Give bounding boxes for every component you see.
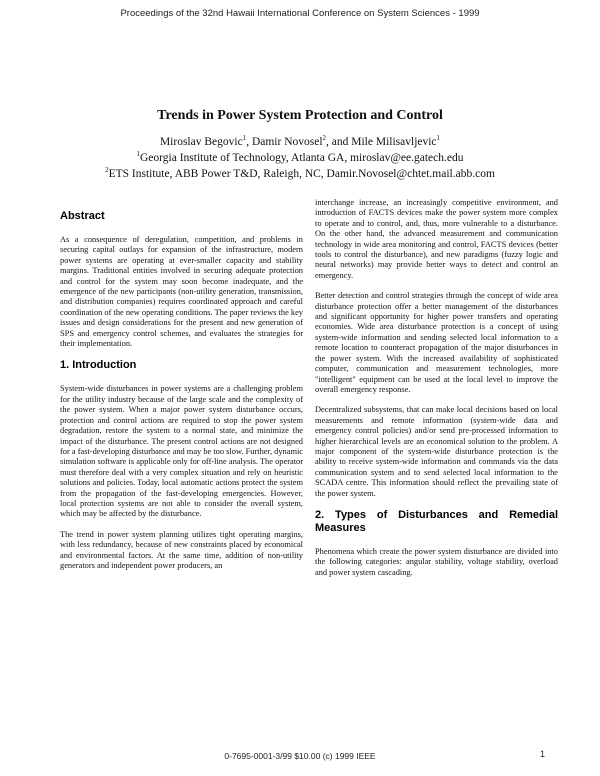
affiliation-mark: 2 [105,166,109,175]
affiliation-text: ETS Institute, ABB Power T&D, Raleigh, NC, Damir.Novosel@chtet.mail.abb.com [108,168,495,180]
introduction-heading: 1. Introduction [60,359,137,372]
body-paragraph: Decentralized subsystems, that can make local decisions based on local measurements and remote information (system-wide data and emergency control policies) and/or send pre-processed information to higher hierarchical levels are an economical solution to the problem. A major component of the system-wide disturbance protection is the ability to receive system-wide information and commands via the data communication system and to send selected local information to the SCADA centre. This information should reflect the prevailing state of the power system. [315,405,558,498]
affiliation-text: Georgia Institute of Technology, Atlanta GA, miroslav@ee.gatech.edu [140,152,464,164]
body-paragraph: System-wide disturbances in power systems are a challenging problem for the utility industry because of the large scale and the complexity of the power system. When a major power system disturbance occurs, protection and control actions are required to stop the power system degradation, restore the system to a normal state, and minimize the impact of the disturbance. The present control actions are not designed for a fast-developing disturbance and may be too slow. Further, dynamic simulation software is applicable only for off-line analysis. The operator must therefore deal with a very complex situation and rely on heuristic solutions and policies. Today, local automatic actions protect the system from the propagation of the fast-developing emergencies. However, local protection systems are not able to consider the overall system, which may be affected by the disturbance. [60,384,303,519]
abstract-heading: Abstract [60,210,105,222]
paper-title: Trends in Power System Protection and Control [157,108,443,123]
author-line [0,136,600,148]
proceedings-header: Proceedings of the 32nd Hawaii International Conference on System Sciences - 1999 [120,8,480,19]
page-number: 1 [540,749,546,759]
author-affiliation-mark: 1 [436,134,441,143]
author-affiliation-mark: 2 [322,134,327,143]
copyright-footer: 0-7695-0001-3/99 $10.00 (c) 1999 IEEE [224,751,376,761]
author-affiliation-mark: 1 [242,134,247,143]
affiliation-2 [0,168,600,180]
body-paragraph: interchange increase, an increasingly competitive environment, and introduction of FACTS devices make the power system more complex to operate and to control, and, thus, more vulnerable to a disturbance. On the other hand, the advanced measurement and communication technology in wide area monitoring and control, FACTS devices (better tools to control the disturbance), and new paradigms (fuzzy logic and neural networks) may provide better ways to detect and control an emergency. [315,198,558,280]
right-column [315,198,558,588]
abstract-paragraph: As a consequence of deregulation, competition, and problems in securing capital outlays for expansion of the infrastructure, modern power systems are operating at ever-smaller capacity and stability margins. Traditional entities involved in securing adequate protection and control for the system may soon become inadequate, and the emergence of the new participants (non-utility generation, transmission, and distribution companies) requires coordinated approach and careful coordination of the new operating conditions. The paper reviews the key issues and design considerations for the present and new generation of SPS and emergency control schemes, and evaluates the strategies for their implementation. [60,235,303,349]
body-paragraph: Better detection and control strategies through the concept of wide area disturbance protection offer a better management of the disturbances and significant opportunity for higher power transfers and operating economies. Wide area disturbance protection is a concept of using system-wide information and sending selected local information to a remote location to counteract propagation of the major disturbances in the power system. With the increased availability of sophisticated computer, communication and measurement technologies, more "intelligent" equipment can be used at the local level to improve the overall emergency response. [315,291,558,394]
body-paragraph: Phenomena which create the power system disturbance are divided into the following categories: angular stability, voltage stability, overload and power system cascading. [315,546,558,577]
body-paragraph: The trend in power system planning utilizes tight operating margins, with less redundancy, because of new constraints placed by economical and environmental factors. At the same time, addition of non-utility generators and independent power producers, an [60,529,303,570]
author-name: , and Mile Milisavljevic [326,136,437,148]
affiliation-1 [0,152,600,164]
affiliation-mark: 1 [136,150,140,159]
section-2-heading: 2. Types of Disturbances and Remedial Measures [315,508,558,534]
author-name: , Damir Novosel [246,136,323,148]
author-name: Miroslav Begovic [159,136,243,148]
left-column [60,198,303,581]
